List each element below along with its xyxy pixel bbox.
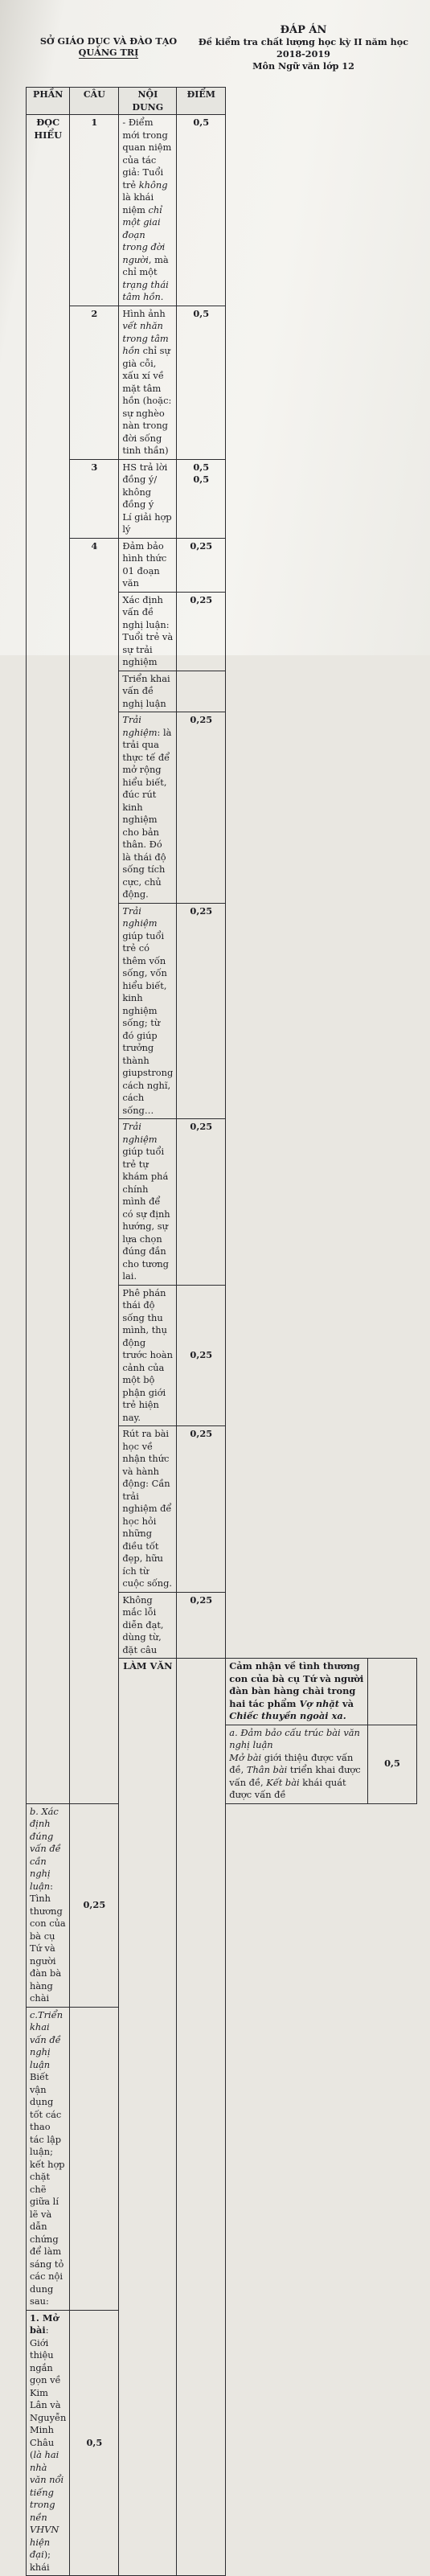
document-title: ĐÁP ÁN <box>280 24 327 36</box>
exam-name: Đề kiểm tra chất lượng học kỳ II năm học 2018-2019 <box>198 36 409 59</box>
table-row <box>27 459 417 538</box>
part-writing: LÀM VĂN <box>119 1659 177 2576</box>
header-content: NỘI DUNG <box>119 88 177 115</box>
answer-content: - Điểm mới trong quan niệm của tác giả: Tuổi trẻ không là khái niệm chỉ một giai đoạn trong đời người, mà chỉ một trạng thái tâm hồn. <box>119 115 177 306</box>
score-cell: 0,5 <box>177 115 226 306</box>
answer-key-table <box>26 87 417 2576</box>
question-number: 2 <box>70 306 119 459</box>
answer-content: b. Xác định đúng vấn đề cần nghị luận: Tình thương con của bà cụ Tứ và người đàn bà hàng chài <box>27 1803 70 2007</box>
answer-content: Trải nghiệm: là trải qua thực tế để mở rộng hiểu biết, đúc rút kinh nghiệm cho bản thân. Đó là thái độ sống tích cực, chủ động. <box>119 712 177 904</box>
score-cell: 0,5 <box>70 2310 119 2576</box>
score-cell: 0,25 <box>177 538 226 592</box>
score-cell: 0,25 <box>177 1119 226 1286</box>
score-cell: 0,25 <box>177 1285 226 1426</box>
answer-content: Trải nghiệm giúp tuổi trẻ có thêm vốn sống, vốn hiểu biết, kinh nghiệm sống; từ đó giúp trưởng thành giupstrong cách nghĩ, cách sống… <box>119 903 177 1119</box>
score-cell: 0,25 <box>177 712 226 904</box>
part-reading: ĐỌC HIỂU <box>27 115 70 1804</box>
table-row <box>27 538 417 592</box>
score-cell: 0,25 <box>177 592 226 671</box>
issuer-block <box>32 35 185 59</box>
answer-content: Triển khai vấn đề nghị luận <box>119 671 177 712</box>
header-question: CÂU <box>70 88 119 115</box>
score-cell: 0,25 <box>177 1426 226 1593</box>
answer-content: Rút ra bài học về nhận thức và hành động: Cần trải nghiệm để học hỏi những điều tốt đẹp, hữu ích từ cuộc sống. <box>119 1426 177 1593</box>
answer-content: Không mắc lỗi diễn đạt, dùng từ, đặt câu <box>119 1592 177 1659</box>
subject-name: Môn Ngữ văn lớp 12 <box>252 60 354 72</box>
score-cell: 0,5 <box>177 306 226 459</box>
document-title-block <box>185 24 422 72</box>
score-cell <box>177 671 226 712</box>
answer-content: Xác định vấn đề nghị luận: Tuổi trẻ và sự trải nghiệm <box>119 592 177 671</box>
answer-content: a. Đảm bảo cấu trúc bài văn nghị luận Mở bài giới thiệu được vấn đề, Thân bài triển khai được vấn đề, Kết bài khái quát được vấn đề <box>226 1725 368 1803</box>
score-cell: 0,5 <box>368 1725 417 1803</box>
score-cell: 0,25 <box>70 1803 119 2007</box>
answer-content: Phê phán thái độ sống thu mình, thụ động trước hoàn cảnh của một bộ phận giới trẻ hiện nay. <box>119 1285 177 1426</box>
header-part: PHẦN <box>27 88 70 115</box>
table-row <box>27 306 417 459</box>
score-cell <box>368 1659 417 1725</box>
answer-content: c.Triển khai vấn đề nghị luận Biết vận dụng tốt các thao tác lập luận; kết hợp chặt chẽ giữa lí lẽ và dẫn chứng để làm sáng tỏ các nội dung sau: <box>27 2007 70 2310</box>
question-number: 1 <box>70 115 119 306</box>
department-name: SỞ GIÁO DỤC VÀ ĐÀO TẠO <box>39 35 178 47</box>
question-number: 4 <box>70 538 119 1803</box>
answer-content: Trải nghiệm giúp tuổi trẻ tự khám phá chính mình để có sự định hướng, sự lựa chọn đúng đắn cho tương lai. <box>119 1119 177 1286</box>
header-score: ĐIỂM <box>177 88 226 115</box>
province-name: QUẢNG TRỊ <box>78 47 139 58</box>
score-cell: 0,5 0,5 <box>177 459 226 538</box>
answer-content: Hình ảnh vết nhăn trong tâm hồn chỉ sự già cỗi, xấu xí về mặt tâm hồn (hoặc: sự nghèo nàn trong đời sống tinh thần) <box>119 306 177 459</box>
score-cell: 0,25 <box>177 903 226 1119</box>
question-number-empty <box>177 1659 226 2576</box>
table-row <box>27 115 417 306</box>
answer-content: Đảm bảo hình thức 01 đoạn văn <box>119 538 177 592</box>
answer-content: HS trả lời đồng ý/ không đồng ý Lí giải hợp lý <box>119 459 177 538</box>
question-number: 3 <box>70 459 119 538</box>
essay-prompt: Cảm nhận về tình thương con của bà cụ Tứ và người đàn bàn hàng chài trong hai tác phẩm Vợ nhặt và Chiếc thuyền ngoài xa. <box>226 1659 368 1725</box>
score-cell <box>70 2007 119 2310</box>
score-cell: 0,25 <box>177 1592 226 1659</box>
table-header-row <box>27 88 417 115</box>
answer-content: 1. Mở bài: Giới thiệu ngắn gọn về Kim Lân và Nguyễn Minh Châu (là hai nhà văn nổi tiếng trong nền VHVN hiện đại); khái <box>27 2310 70 2576</box>
